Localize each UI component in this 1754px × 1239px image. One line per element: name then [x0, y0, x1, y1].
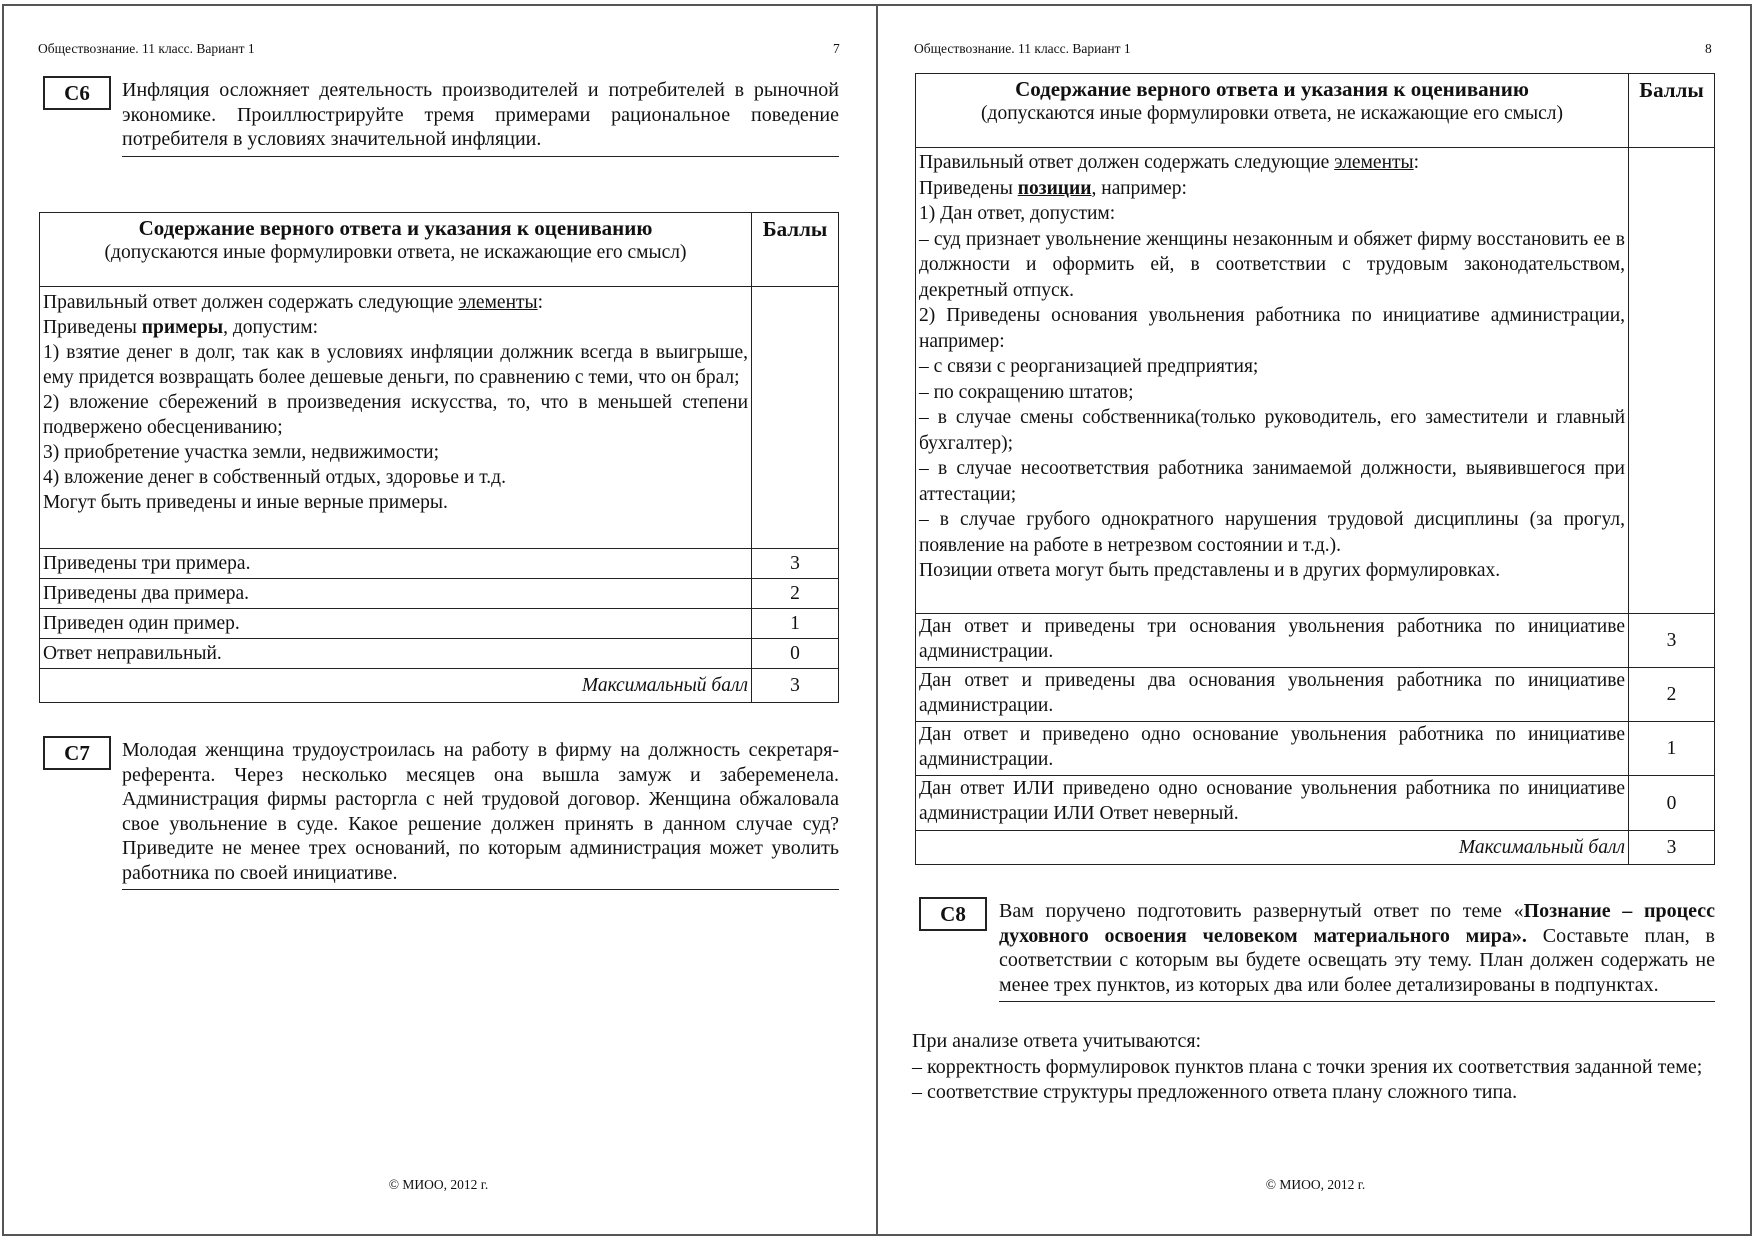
list-item: – в случае грубого однократного нарушения трудовой дисциплины (за прогул, появление на работе в нетрезвом состоянии и т.д.).	[919, 509, 1625, 556]
answer-elements: Правильный ответ должен содержать следующие элементы: Приведены примеры, допустим: 1) взятие денег в долг, так как в условиях инфляции должник всегда в выигрыше, ему придется возвращать более дешевые деньги, по сравнению с теми, что он брал; 2) вложение сбережений в произведения искусства, то, что в меньшей степени подвержено обесцениванию; 3) приобретение участка земли, недвижимости; 4) вложение денег в собственный отдых, здоровье и т.д. Могут быть приведены и иные верные примеры.	[40, 287, 752, 549]
table-row: Дан ответ и приведены два основания увольнения работника по инициативе администрации. 2	[916, 668, 1715, 722]
answer-elements: Правильный ответ должен содержать следующие элементы: Приведены позиции, например: 1) Дан ответ, допустим: – суд признает увольнение женщины незаконным и обяжет фирму восстановить ее в должности и оформить ей, в соответствии с трудовым законодательством, декретный отпуск. 2) Приведены основания увольнения работника по инициативе администрации, например: – с связи с реорганизацией предприятия; – по сокращению штатов; – в случае смены собственника(только руководитель, его заместители и главный бухгалтер); – в случае несоответствия работника занимаемой должности, выявившегося при аттестации; – в случае грубого однократного нарушения трудовой дисциплины (за прогул, появление на работе в нетрезвом состоянии и т.д.). Позиции ответа могут быть представлены и в других формулировках.	[916, 148, 1629, 614]
list-item: – суд признает увольнение женщины незаконным и обяжет фирму восстановить ее в должности и оформить ей, в соответствии с трудовым законодательством, декретный отпуск.	[919, 228, 1625, 301]
task-label-c8: С8	[919, 897, 987, 931]
table-row: Приведены два примера. 2	[40, 579, 839, 609]
table-header-score: Баллы	[752, 213, 839, 287]
list-item: 2) Приведены основания увольнения работника по инициативе администрации, например:	[919, 305, 1625, 352]
analysis-criteria: При анализе ответа учитываются: – корректность формулировок пунктов плана с точки зрения их соответствия заданной теме; – соответствие структуры предложенного ответа плану сложного типа.	[912, 1030, 1703, 1103]
list-item: 1) Дан ответ, допустим:	[919, 203, 1116, 224]
max-score-row: Максимальный балл 3	[916, 831, 1715, 865]
task-label-c7: С7	[43, 736, 111, 770]
table-row: Ответ неправильный. 0	[40, 639, 839, 669]
list-item: 4) вложение денег в собственный отдых, здоровье и т.д.	[43, 467, 506, 488]
running-header: Обществознание. 11 класс. Вариант 1	[914, 41, 1131, 56]
table-row: Дан ответ и приведено одно основание увольнения работника по инициативе администрации. 1	[916, 722, 1715, 776]
page-8	[877, 0, 1754, 1239]
footer-copyright: © МИОО, 2012 г.	[1265, 1177, 1366, 1192]
table-row: Дан ответ ИЛИ приведено одно основание увольнения работника по инициативе администрации ИЛИ Ответ неверный. 0	[916, 776, 1715, 831]
task-c8-text: Вам поручено подготовить развернутый ответ по теме «Познание – процесс духовного освоения человеком материального мира». Составьте план, в соответствии с которым вы будете освещать эту тему. План должен содержать не менее трех пунктов, из которых два или более детализированы в подпунктах.	[999, 899, 1715, 1002]
page-number: 8	[1705, 41, 1712, 56]
list-item: – в случае несоответствия работника занимаемой должности, выявившегося при аттестации;	[919, 458, 1625, 505]
list-item: – с связи с реорганизацией предприятия;	[919, 356, 1259, 377]
table-row: Приведены три примера. 3	[40, 549, 839, 579]
table-header-content: Содержание верного ответа и указания к оцениванию (допускаются иные формулировки ответа, не искажающие его смысл)	[40, 213, 752, 287]
grading-table-c7	[915, 73, 1715, 865]
table-header-score: Баллы	[1629, 74, 1715, 148]
max-score-row: Максимальный балл 3	[40, 669, 839, 703]
grading-table-c6	[39, 212, 839, 703]
table-row: Приведен один пример. 1	[40, 609, 839, 639]
list-item: – в случае смены собственника(только руководитель, его заместители и главный бухгалтер);	[919, 407, 1625, 454]
task-c6-text: Инфляция осложняет деятельность производителей и потребителей в рыночной экономике. Проиллюстрируйте тремя примерами рациональное поведение потребителя в условиях значительной инфляции.	[122, 78, 839, 157]
task-c7-text: Молодая женщина трудоустроилась на работу в фирму на должность секретаря-референта. Через несколько месяцев она вышла замуж и забеременела. Администрация фирмы расторгла с ней трудовой договор. Женщина обжаловала свое увольнение в суде. Какое решение должен принять в данном случае суд? Приведите не менее трех оснований, по которым администрация может уволить работника по своей инициативе.	[122, 738, 839, 890]
table-header-content: Содержание верного ответа и указания к оцениванию (допускаются иные формулировки ответа, не искажающие его смысл)	[916, 74, 1629, 148]
running-header: Обществознание. 11 класс. Вариант 1	[38, 41, 255, 56]
task-label-c6: С6	[43, 76, 111, 110]
list-item: Позиции ответа могут быть представлены и в других формулировках.	[919, 560, 1501, 581]
list-item: 3) приобретение участка земли, недвижимости;	[43, 442, 440, 463]
list-item: 2) вложение сбережений в произведения искусства, то, что в меньшей степени подвержено обесцениванию;	[43, 392, 748, 438]
footer-copyright: © МИОО, 2012 г.	[388, 1177, 489, 1192]
list-item: – по сокращению штатов;	[919, 381, 1134, 403]
list-item: 1) взятие денег в долг, так как в условиях инфляции должник всегда в выигрыше, ему придется возвращать более дешевые деньги, по сравнению с теми, что он брал;	[43, 342, 748, 388]
page-number: 7	[833, 41, 840, 56]
table-row: Дан ответ и приведены три основания увольнения работника по инициативе администрации. 3	[916, 614, 1715, 668]
